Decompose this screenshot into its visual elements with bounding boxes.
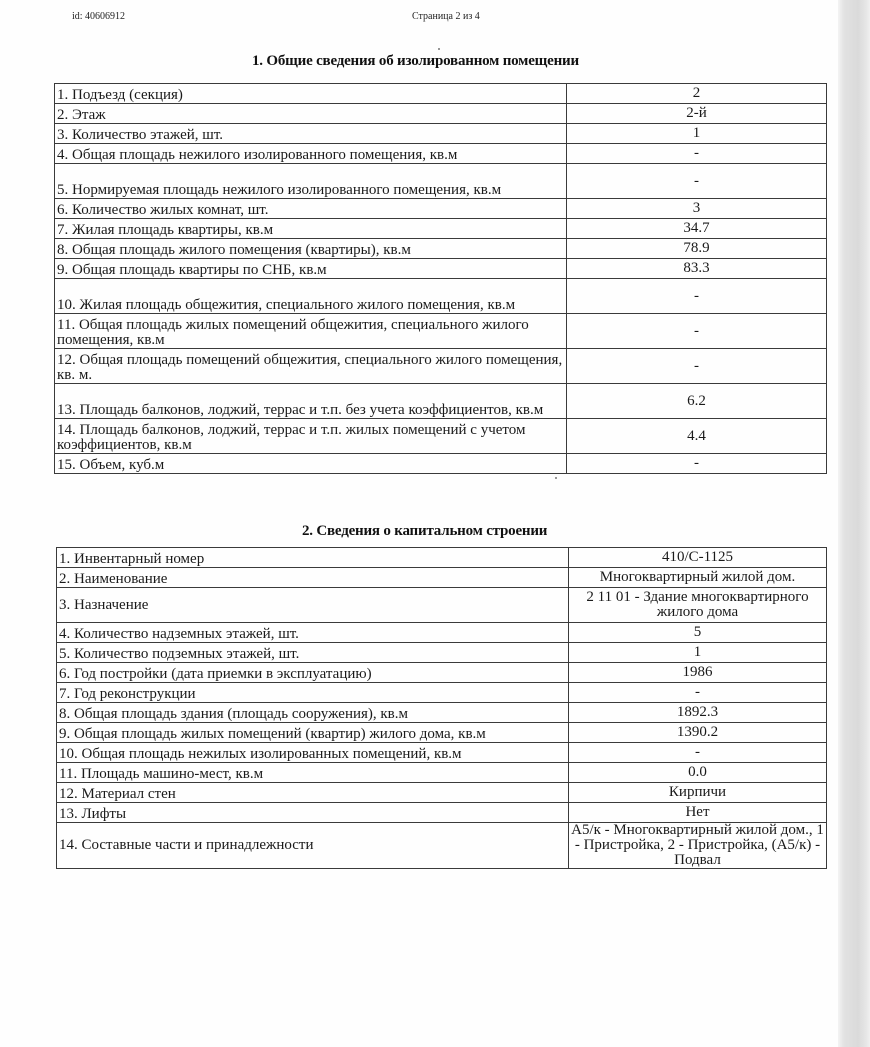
row-label: 5. Количество подземных этажей, шт. [57, 643, 569, 663]
row-label: 15. Объем, куб.м [55, 454, 567, 474]
table-row [55, 349, 827, 384]
row-label: 1. Инвентарный номер [57, 548, 569, 568]
table-row [57, 763, 827, 783]
row-value: - [567, 279, 827, 314]
table-row [57, 548, 827, 568]
row-value: 2 [567, 84, 827, 104]
row-label: 7. Жилая площадь квартиры, кв.м [55, 219, 567, 239]
row-label: 9. Общая площадь квартиры по СНБ, кв.м [55, 259, 567, 279]
table-row [57, 623, 827, 643]
row-label: 11. Площадь машино-мест, кв.м [57, 763, 569, 783]
row-value: 410/С-1125 [569, 548, 827, 568]
row-value: 1 [567, 124, 827, 144]
section1-title: 1. Общие сведения об изолированном помещении [252, 53, 579, 69]
row-value: 1390.2 [569, 723, 827, 743]
row-label: 6. Год постройки (дата приемки в эксплуатацию) [57, 663, 569, 683]
table-row [57, 643, 827, 663]
table-row [55, 279, 827, 314]
table-row [57, 743, 827, 763]
table-row [55, 199, 827, 219]
row-label: 8. Общая площадь здания (площадь сооружения), кв.м [57, 703, 569, 723]
page-edge-shadow [838, 0, 870, 1047]
row-label: 14. Площадь балконов, лоджий, террас и т.п. жилых помещений с учетом коэффициентов, кв.м [55, 419, 567, 454]
table-row [57, 683, 827, 703]
row-value: - [567, 144, 827, 164]
row-value: - [569, 683, 827, 703]
row-value: Нет [569, 803, 827, 823]
row-label: 2. Наименование [57, 568, 569, 588]
row-label: 13. Лифты [57, 803, 569, 823]
row-label: 13. Площадь балконов, лоджий, террас и т.п. без учета коэффициентов, кв.м [55, 384, 567, 419]
table-row [57, 568, 827, 588]
table-row [55, 384, 827, 419]
row-value: 3 [567, 199, 827, 219]
row-label: 9. Общая площадь жилых помещений (квартир) жилого дома, кв.м [57, 723, 569, 743]
table-row [55, 144, 827, 164]
table-row [55, 259, 827, 279]
row-label: 3. Назначение [57, 588, 569, 623]
table-row [57, 588, 827, 623]
row-label: 12. Материал стен [57, 783, 569, 803]
table-row [55, 104, 827, 124]
table-row [55, 124, 827, 144]
row-value: 2-й [567, 104, 827, 124]
table-row [55, 164, 827, 199]
row-label: 14. Составные части и принадлежности [57, 823, 569, 869]
table-row [57, 823, 827, 869]
row-value: 1986 [569, 663, 827, 683]
row-value: 83.3 [567, 259, 827, 279]
table-row [57, 723, 827, 743]
table-row [55, 454, 827, 474]
section2-title: 2. Сведения о капитальном строении [302, 523, 548, 539]
table-row [57, 783, 827, 803]
table-row [55, 314, 827, 349]
table-row [55, 219, 827, 239]
row-value: 4.4 [567, 419, 827, 454]
row-value: 6.2 [567, 384, 827, 419]
row-value: 1 [569, 643, 827, 663]
row-value: Многоквартирный жилой дом. [569, 568, 827, 588]
scan-speck [438, 48, 440, 50]
row-label: 7. Год реконструкции [57, 683, 569, 703]
page-indicator: Страница 2 из 4 [412, 11, 480, 22]
table-row [57, 803, 827, 823]
section1-table [54, 83, 827, 474]
row-label: 10. Общая площадь нежилых изолированных помещений, кв.м [57, 743, 569, 763]
row-label: 1. Подъезд (секция) [55, 84, 567, 104]
row-label: 6. Количество жилых комнат, шт. [55, 199, 567, 219]
row-value: А5/к - Многоквартирный жилой дом., 1 - Пристройка, 2 - Пристройка, (А5/к) - Подвал [569, 823, 827, 869]
row-value: - [567, 454, 827, 474]
row-value: - [569, 743, 827, 763]
row-value: 78.9 [567, 239, 827, 259]
row-label: 12. Общая площадь помещений общежития, специального жилого помещения, кв. м. [55, 349, 567, 384]
table-row [57, 663, 827, 683]
row-value: 5 [569, 623, 827, 643]
table-row [57, 703, 827, 723]
table-row [55, 84, 827, 104]
row-value: - [567, 349, 827, 384]
row-value: Кирпичи [569, 783, 827, 803]
scan-speck [555, 477, 557, 479]
row-value: - [567, 164, 827, 199]
row-label: 8. Общая площадь жилого помещения (квартиры), кв.м [55, 239, 567, 259]
row-label: 2. Этаж [55, 104, 567, 124]
row-label: 3. Количество этажей, шт. [55, 124, 567, 144]
row-label: 4. Общая площадь нежилого изолированного помещения, кв.м [55, 144, 567, 164]
table-row [55, 419, 827, 454]
row-value: 34.7 [567, 219, 827, 239]
row-label: 11. Общая площадь жилых помещений общежития, специального жилого помещения, кв.м [55, 314, 567, 349]
row-value: - [567, 314, 827, 349]
row-label: 10. Жилая площадь общежития, специального жилого помещения, кв.м [55, 279, 567, 314]
table-row [55, 239, 827, 259]
section2-table [56, 547, 827, 869]
row-value: 1892.3 [569, 703, 827, 723]
row-value: 2 11 01 - Здание многоквартирного жилого дома [569, 588, 827, 623]
row-value: 0.0 [569, 763, 827, 783]
document-id: id: 40606912 [72, 11, 126, 22]
row-label: 4. Количество надземных этажей, шт. [57, 623, 569, 643]
row-label: 5. Нормируемая площадь нежилого изолированного помещения, кв.м [55, 164, 567, 199]
